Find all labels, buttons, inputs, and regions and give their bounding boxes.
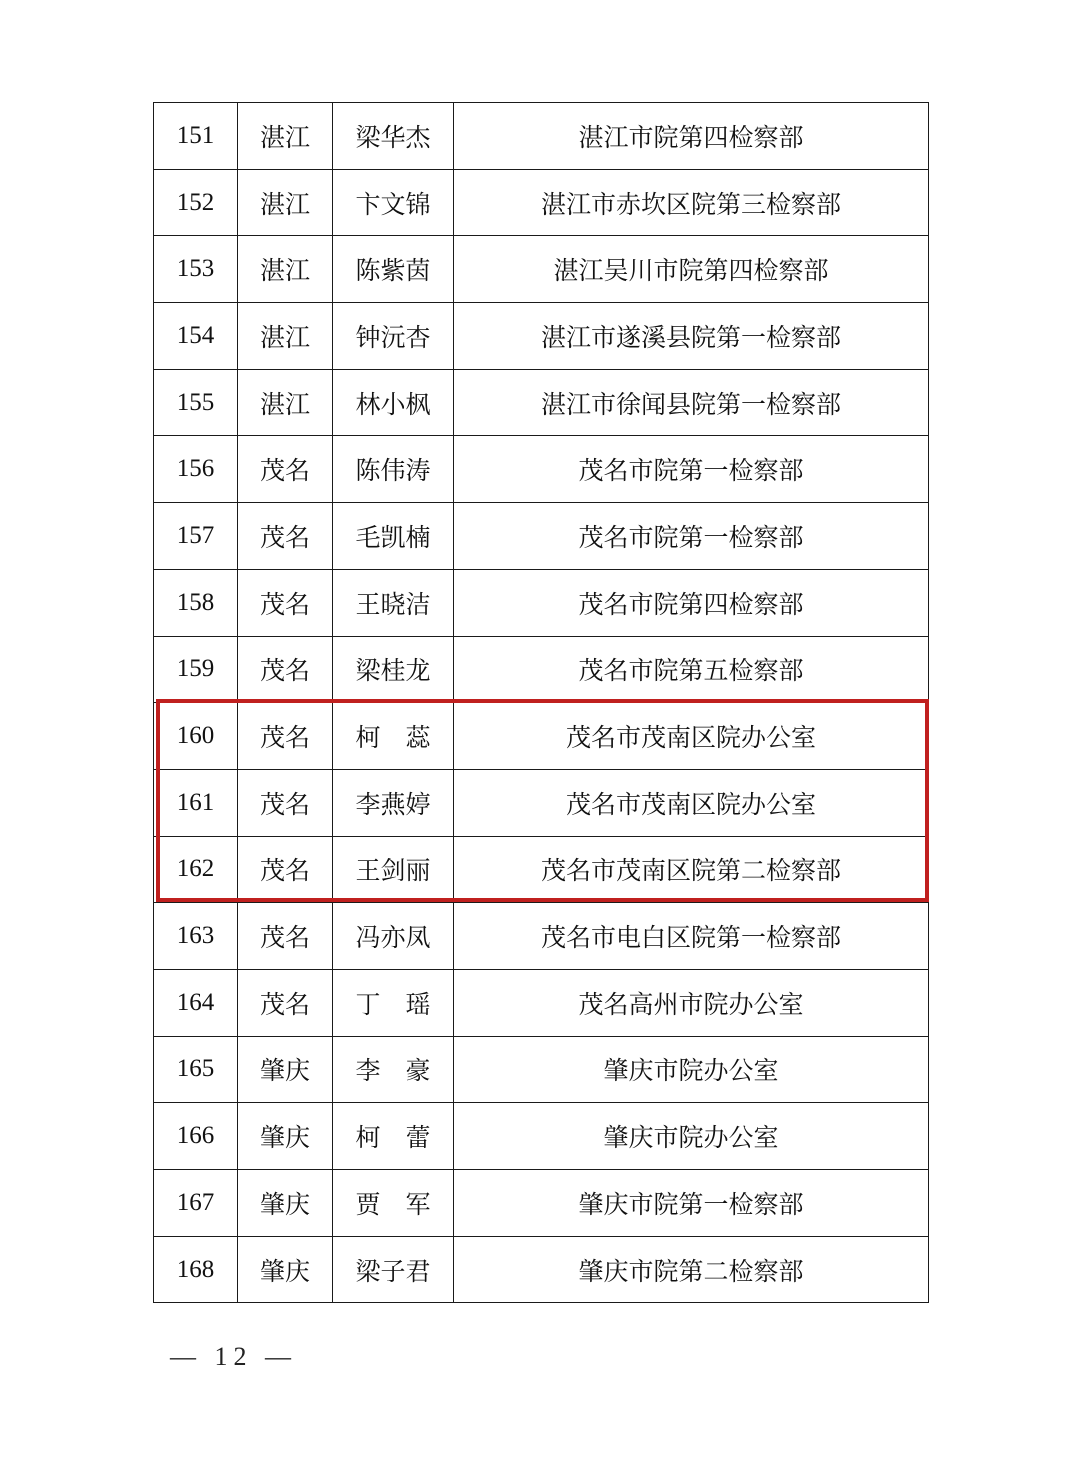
table-row [154, 369, 929, 436]
city-cell: 湛江 [238, 236, 333, 303]
table-row [154, 236, 929, 303]
row-number-cell: 161 [154, 769, 238, 836]
row-number-cell: 151 [154, 103, 238, 170]
row-number-cell: 167 [154, 1170, 238, 1237]
name-cell: 贾 军 [333, 1170, 454, 1237]
city-cell: 湛江 [238, 169, 333, 236]
unit-cell: 肇庆市院第二检察部 [454, 1236, 929, 1303]
row-number-cell: 163 [154, 903, 238, 970]
city-cell: 茂名 [238, 903, 333, 970]
name-cell: 李燕婷 [333, 769, 454, 836]
name-cell: 冯亦凤 [333, 903, 454, 970]
row-number-cell: 168 [154, 1236, 238, 1303]
row-number-cell: 155 [154, 369, 238, 436]
table-row [154, 1170, 929, 1237]
city-cell: 茂名 [238, 703, 333, 770]
name-cell: 陈紫茵 [333, 236, 454, 303]
city-cell: 湛江 [238, 303, 333, 370]
city-cell: 茂名 [238, 969, 333, 1036]
name-cell: 梁桂龙 [333, 636, 454, 703]
name-cell: 钟沅杏 [333, 303, 454, 370]
city-cell: 茂名 [238, 769, 333, 836]
city-cell: 湛江 [238, 103, 333, 170]
city-cell: 茂名 [238, 636, 333, 703]
name-cell: 王剑丽 [333, 836, 454, 903]
city-cell: 肇庆 [238, 1236, 333, 1303]
name-cell: 林小枫 [333, 369, 454, 436]
row-number-cell: 165 [154, 1036, 238, 1103]
table-row [154, 903, 929, 970]
table-row [154, 169, 929, 236]
page-number: — 12 — [170, 1342, 297, 1371]
city-cell: 肇庆 [238, 1170, 333, 1237]
unit-cell: 肇庆市院办公室 [454, 1036, 929, 1103]
row-number-cell: 156 [154, 436, 238, 503]
name-cell: 丁 瑶 [333, 969, 454, 1036]
unit-cell: 茂名市院第五检察部 [454, 636, 929, 703]
table-row [154, 103, 929, 170]
row-number-cell: 153 [154, 236, 238, 303]
row-number-cell: 154 [154, 303, 238, 370]
name-cell: 卞文锦 [333, 169, 454, 236]
unit-cell: 湛江市徐闻县院第一检察部 [454, 369, 929, 436]
unit-cell: 茂名市电白区院第一检察部 [454, 903, 929, 970]
unit-cell: 茂名市茂南区院第二检察部 [454, 836, 929, 903]
unit-cell: 湛江市遂溪县院第一检察部 [454, 303, 929, 370]
unit-cell: 肇庆市院第一检察部 [454, 1170, 929, 1237]
name-cell: 陈伟涛 [333, 436, 454, 503]
table-row [154, 636, 929, 703]
name-cell: 柯 蕾 [333, 1103, 454, 1170]
city-cell: 肇庆 [238, 1036, 333, 1103]
unit-cell: 湛江吴川市院第四检察部 [454, 236, 929, 303]
row-number-cell: 162 [154, 836, 238, 903]
table-row [154, 1236, 929, 1303]
table-row [154, 569, 929, 636]
unit-cell: 湛江市赤坎区院第三检察部 [454, 169, 929, 236]
roster-table-body [154, 103, 929, 1303]
unit-cell: 茂名市院第一检察部 [454, 436, 929, 503]
row-number-cell: 157 [154, 503, 238, 570]
city-cell: 茂名 [238, 503, 333, 570]
table-row [154, 303, 929, 370]
city-cell: 茂名 [238, 436, 333, 503]
table-row [154, 836, 929, 903]
unit-cell: 肇庆市院办公室 [454, 1103, 929, 1170]
city-cell: 茂名 [238, 569, 333, 636]
table-row [154, 1103, 929, 1170]
name-cell: 毛凯楠 [333, 503, 454, 570]
table-row [154, 703, 929, 770]
unit-cell: 茂名市茂南区院办公室 [454, 703, 929, 770]
city-cell: 肇庆 [238, 1103, 333, 1170]
unit-cell: 茂名市茂南区院办公室 [454, 769, 929, 836]
unit-cell: 湛江市院第四检察部 [454, 103, 929, 170]
name-cell: 王晓洁 [333, 569, 454, 636]
unit-cell: 茂名市院第一检察部 [454, 503, 929, 570]
unit-cell: 茂名高州市院办公室 [454, 969, 929, 1036]
name-cell: 李 豪 [333, 1036, 454, 1103]
row-number-cell: 158 [154, 569, 238, 636]
table-row [154, 436, 929, 503]
name-cell: 柯 蕊 [333, 703, 454, 770]
unit-cell: 茂名市院第四检察部 [454, 569, 929, 636]
city-cell: 湛江 [238, 369, 333, 436]
table-row [154, 503, 929, 570]
row-number-cell: 166 [154, 1103, 238, 1170]
table-row [154, 769, 929, 836]
name-cell: 梁子君 [333, 1236, 454, 1303]
row-number-cell: 152 [154, 169, 238, 236]
table-row [154, 1036, 929, 1103]
row-number-cell: 164 [154, 969, 238, 1036]
city-cell: 茂名 [238, 836, 333, 903]
table-row [154, 969, 929, 1036]
row-number-cell: 159 [154, 636, 238, 703]
name-cell: 梁华杰 [333, 103, 454, 170]
roster-table [153, 102, 929, 1303]
row-number-cell: 160 [154, 703, 238, 770]
